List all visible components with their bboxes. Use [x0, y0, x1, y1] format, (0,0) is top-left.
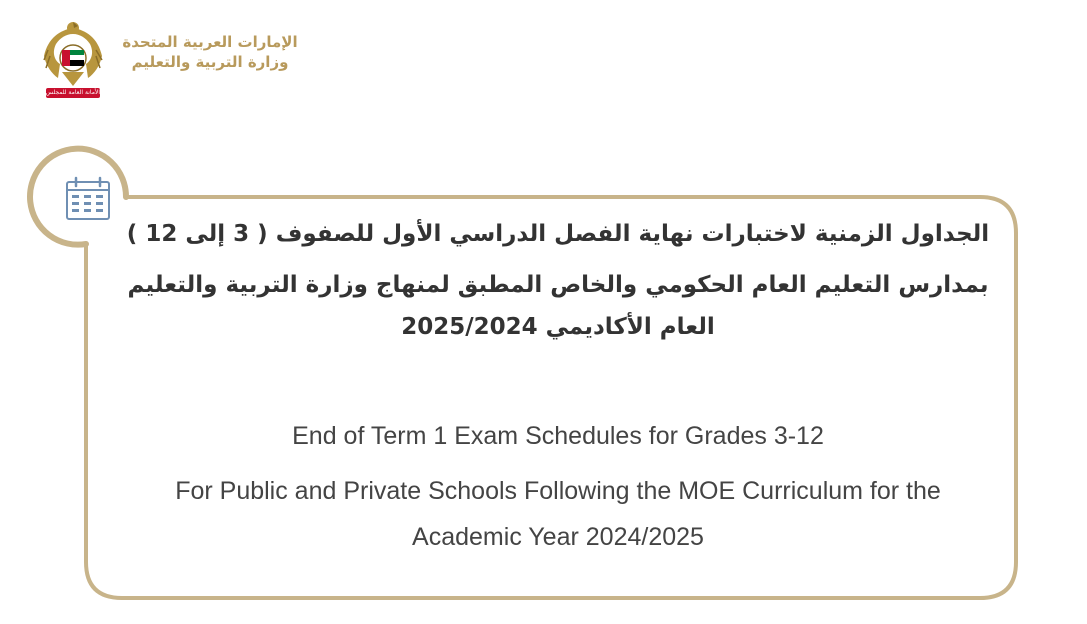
arabic-subtitle-line1: بمدارس التعليم العام الحكومي والخاص المطبق لمنهاج وزارة التربية والتعليم — [127, 272, 989, 298]
english-title: End of Term 1 Exam Schedules for Grades 3-12 — [292, 422, 824, 450]
english-subtitle — [110, 468, 1006, 560]
ministry-name-text: وزارة التربية والتعليم — [131, 53, 289, 71]
english-subtitle-line2: Academic Year 2024/2025 — [412, 523, 704, 551]
arabic-subtitle-line2: العام الأكاديمي 2025/2024 — [401, 314, 715, 340]
arabic-title: الجداول الزمنية لاختبارات نهاية الفصل الدراسي الأول للصفوف ( 3 إلى 12 ) — [126, 221, 990, 247]
logo-ribbon-text: الأمانة العامة للمجلس — [46, 89, 100, 96]
card-content — [110, 214, 1006, 560]
arabic-subtitle — [110, 264, 1006, 348]
calendar-icon — [64, 176, 112, 222]
english-subtitle-line1: For Public and Private Schools Following the MOE Curriculum for the — [175, 477, 941, 505]
country-name-text: الإمارات العربية المتحدة — [122, 33, 298, 51]
